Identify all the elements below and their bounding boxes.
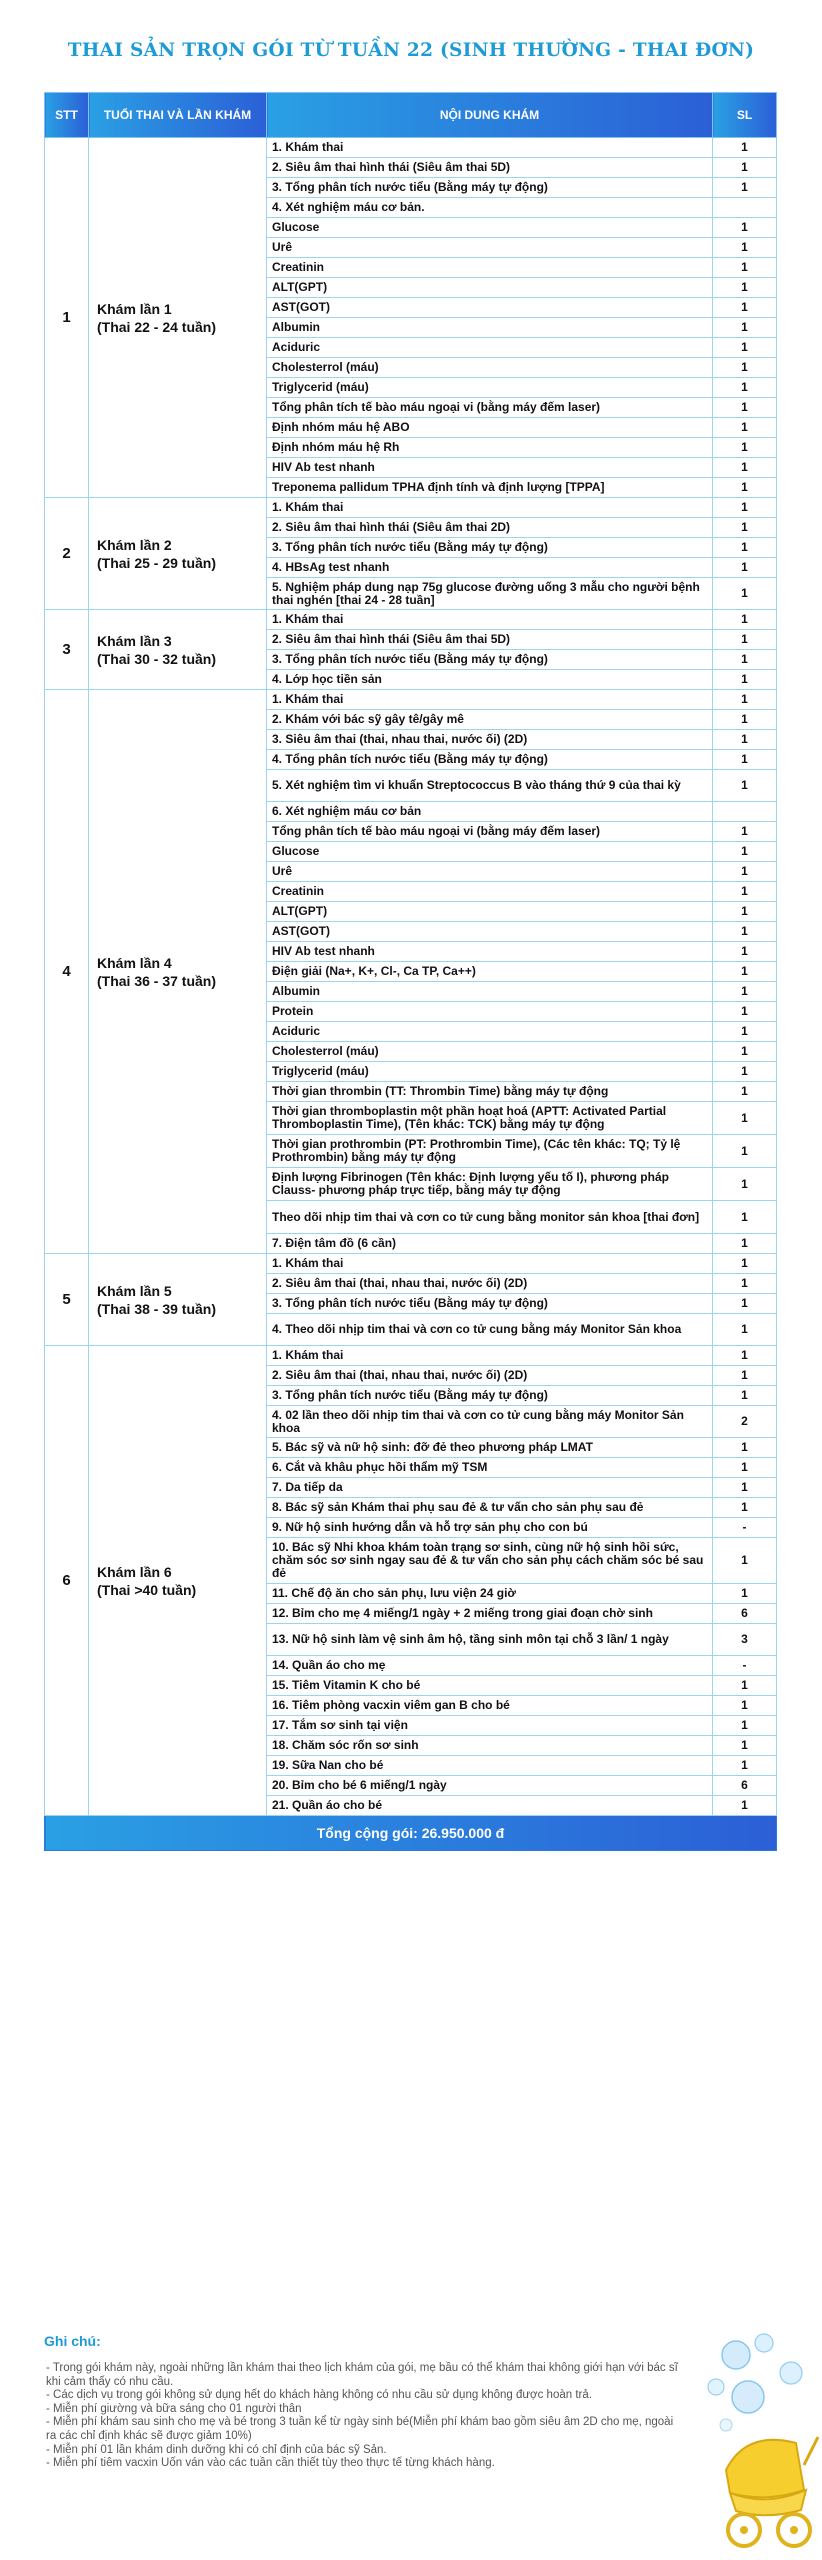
service-quantity: 1	[713, 498, 777, 518]
service-item: Creatinin	[267, 258, 713, 278]
service-item: 4. Tổng phân tích nước tiểu (Bằng máy tự động)	[267, 750, 713, 770]
service-quantity: 1	[713, 1234, 777, 1254]
service-item: 10. Bác sỹ Nhi khoa khám toàn trạng sơ sinh, cùng nữ hộ sinh hồi sức, chăm sóc sơ sinh ngay sau đẻ & tư vấn cho sản phụ cách chăm sóc bé sau đẻ	[267, 1538, 713, 1584]
service-quantity: 1	[713, 1796, 777, 1816]
service-quantity: 1	[713, 842, 777, 862]
service-quantity: 1	[713, 1366, 777, 1386]
service-quantity: 1	[713, 558, 777, 578]
service-item: 17. Tắm sơ sinh tại viện	[267, 1716, 713, 1736]
visit-number: 5	[45, 1254, 89, 1346]
service-item: 1. Khám thai	[267, 138, 713, 158]
service-item: 3. Tổng phân tích nước tiểu (Bằng máy tự động)	[267, 1386, 713, 1406]
table-row	[45, 610, 777, 630]
table-row	[45, 498, 777, 518]
service-quantity: 1	[713, 670, 777, 690]
service-quantity: 2	[713, 1406, 777, 1438]
service-item: 7. Da tiếp da	[267, 1478, 713, 1498]
service-item: 2. Siêu âm thai hình thái (Siêu âm thai 2D)	[267, 518, 713, 538]
visit-label: Khám lần 6	[97, 1563, 172, 1580]
notes-title: Ghi chú:	[44, 2333, 101, 2349]
service-quantity: 1	[713, 902, 777, 922]
service-quantity: 1	[713, 458, 777, 478]
service-item: Theo dõi nhịp tim thai và cơn co tử cung bằng monitor sản khoa [thai đơn]	[267, 1201, 713, 1234]
visit-number: 6	[45, 1346, 89, 1816]
service-quantity: 1	[713, 1756, 777, 1776]
service-quantity: 1	[713, 1314, 777, 1346]
header-stt: STT	[45, 93, 89, 138]
service-quantity: 1	[713, 1082, 777, 1102]
service-quantity: 1	[713, 1168, 777, 1201]
service-quantity: 1	[713, 258, 777, 278]
service-quantity: 1	[713, 882, 777, 902]
service-item: 3. Tổng phân tích nước tiểu (Bằng máy tự động)	[267, 650, 713, 670]
service-item: 16. Tiêm phòng vacxin viêm gan B cho bé	[267, 1696, 713, 1716]
service-item: 4. Xét nghiệm máu cơ bản.	[267, 198, 713, 218]
service-item: HIV Ab test nhanh	[267, 458, 713, 478]
visit-label: Khám lần 4	[97, 954, 172, 971]
visit-label: Khám lần 2	[97, 536, 172, 553]
service-item: 4. HBsAg test nhanh	[267, 558, 713, 578]
service-quantity: -	[713, 1518, 777, 1538]
service-item: 1. Khám thai	[267, 1254, 713, 1274]
service-item: 12. Bỉm cho mẹ 4 miếng/1 ngày + 2 miếng trong giai đoạn chờ sinh	[267, 1604, 713, 1624]
visit-label: Khám lần 5	[97, 1282, 172, 1299]
visit-number: 3	[45, 610, 89, 690]
service-item: AST(GOT)	[267, 922, 713, 942]
notes-list	[46, 2362, 686, 2471]
service-item: Tổng phân tích tế bào máu ngoại vi (bằng máy đếm laser)	[267, 822, 713, 842]
service-item: Urê	[267, 862, 713, 882]
service-quantity: 1	[713, 238, 777, 258]
service-quantity: 1	[713, 922, 777, 942]
service-quantity: 1	[713, 1201, 777, 1234]
note-item: - Miễn phí 01 lần khám dinh dưỡng khi có chỉ định của bác sỹ Sản.	[46, 2443, 387, 2456]
service-quantity: 1	[713, 862, 777, 882]
service-quantity: 1	[713, 1736, 777, 1756]
service-quantity: 1	[713, 750, 777, 770]
service-item: 19. Sữa Nan cho bé	[267, 1756, 713, 1776]
service-quantity: 6	[713, 1604, 777, 1624]
visit-label: Khám lần 1	[97, 300, 172, 317]
service-item: 3. Tổng phân tích nước tiểu (Bằng máy tự động)	[267, 538, 713, 558]
service-quantity: 1	[713, 1498, 777, 1518]
table-body	[45, 138, 777, 1816]
note-item: - Miễn phí giường và bữa sáng cho 01 người thân	[46, 2402, 302, 2415]
service-item: 5. Nghiệm pháp dung nạp 75g glucose đường uống 3 mẫu cho người bệnh thai nghén [thai 24 - 28 tuần]	[267, 578, 713, 610]
table-row	[45, 1254, 777, 1274]
service-item: 1. Khám thai	[267, 498, 713, 518]
service-quantity: -	[713, 1656, 777, 1676]
service-quantity: 1	[713, 478, 777, 498]
table-row	[45, 690, 777, 710]
package-table	[44, 92, 777, 1851]
service-quantity: 1	[713, 298, 777, 318]
visit-age	[89, 1254, 267, 1346]
service-quantity: 1	[713, 318, 777, 338]
service-quantity: 1	[713, 1438, 777, 1458]
service-item: Treponema pallidum TPHA định tính và định lượng [TPPA]	[267, 478, 713, 498]
service-quantity: 1	[713, 1538, 777, 1584]
service-quantity: 1	[713, 578, 777, 610]
visit-number: 2	[45, 498, 89, 610]
service-quantity	[713, 802, 777, 822]
service-quantity: 1	[713, 158, 777, 178]
visit-weeks: (Thai 30 - 32 tuần)	[97, 650, 217, 667]
service-item: 1. Khám thai	[267, 610, 713, 630]
visit-number: 1	[45, 138, 89, 498]
visit-weeks: (Thai 22 - 24 tuần)	[97, 318, 217, 335]
service-quantity: 1	[713, 962, 777, 982]
service-quantity: 1	[713, 1584, 777, 1604]
service-quantity: 1	[713, 1294, 777, 1314]
service-item: Triglycerid (máu)	[267, 1062, 713, 1082]
service-item: Creatinin	[267, 882, 713, 902]
service-item: Thời gian thrombin (TT: Thrombin Time) bằng máy tự động	[267, 1082, 713, 1102]
service-quantity: 1	[713, 630, 777, 650]
service-item: ALT(GPT)	[267, 902, 713, 922]
service-quantity: 1	[713, 538, 777, 558]
service-item: 2. Khám với bác sỹ gây tê/gây mê	[267, 710, 713, 730]
service-quantity: 1	[713, 1716, 777, 1736]
service-item: Aciduric	[267, 1022, 713, 1042]
service-item: Albumin	[267, 318, 713, 338]
visit-weeks: (Thai 25 - 29 tuần)	[97, 554, 217, 571]
service-item: 2. Siêu âm thai (thai, nhau thai, nước ối) (2D)	[267, 1366, 713, 1386]
service-quantity: 1	[713, 1102, 777, 1135]
service-item: 9. Nữ hộ sinh hướng dẫn và hỗ trợ sản phụ cho con bú	[267, 1518, 713, 1538]
service-item: ALT(GPT)	[267, 278, 713, 298]
service-quantity: 1	[713, 1346, 777, 1366]
service-quantity: 1	[713, 418, 777, 438]
service-quantity: 1	[713, 1386, 777, 1406]
service-quantity: 1	[713, 1002, 777, 1022]
visit-weeks: (Thai >40 tuần)	[97, 1581, 197, 1598]
service-item: HIV Ab test nhanh	[267, 942, 713, 962]
visit-age	[89, 690, 267, 1254]
service-item: 15. Tiêm Vitamin K cho bé	[267, 1676, 713, 1696]
service-quantity: 1	[713, 942, 777, 962]
service-item: Tổng phân tích tế bào máu ngoại vi (bằng máy đếm laser)	[267, 398, 713, 418]
service-item: Thời gian thromboplastin một phần hoạt hoá (APTT: Activated Partial Thromboplastin Time), (Tên khác: TCK) bằng máy tự động	[267, 1102, 713, 1135]
service-item: 11. Chế độ ăn cho sản phụ, lưu viện 24 giờ	[267, 1584, 713, 1604]
service-item: 2. Siêu âm thai (thai, nhau thai, nước ối) (2D)	[267, 1274, 713, 1294]
service-quantity: 1	[713, 358, 777, 378]
note-item: - Miễn phí tiêm vacxin Uốn ván vào các tuần cần thiết tùy theo thực tế từng khách hàng.	[46, 2457, 495, 2470]
service-quantity: 1	[713, 1254, 777, 1274]
service-quantity: 6	[713, 1776, 777, 1796]
service-item: 4. Theo dõi nhịp tim thai và cơn co tử cung bằng máy Monitor Sản khoa	[267, 1314, 713, 1346]
service-quantity: 1	[713, 822, 777, 842]
service-item: 6. Cắt và khâu phục hồi thẩm mỹ TSM	[267, 1458, 713, 1478]
service-item: 20. Bỉm cho bé 6 miếng/1 ngày	[267, 1776, 713, 1796]
visit-label: Khám lần 3	[97, 632, 172, 649]
service-item: 2. Siêu âm thai hình thái (Siêu âm thai 5D)	[267, 158, 713, 178]
service-quantity: 1	[713, 1022, 777, 1042]
visit-weeks: (Thai 38 - 39 tuần)	[97, 1300, 217, 1317]
service-quantity: 1	[713, 1135, 777, 1168]
header-age: TUỔI THAI VÀ LẦN KHÁM	[89, 93, 267, 138]
service-item: 3. Tổng phân tích nước tiểu (Bằng máy tự động)	[267, 178, 713, 198]
service-item: 1. Khám thai	[267, 690, 713, 710]
service-item: Định lượng Fibrinogen (Tên khác: Định lượng yếu tố I), phương pháp Clauss- phương pháp trực tiếp, bằng máy tự động	[267, 1168, 713, 1201]
visit-age	[89, 138, 267, 498]
service-item: Điện giải (Na+, K+, Cl-, Ca TP, Ca++)	[267, 962, 713, 982]
visit-age	[89, 498, 267, 610]
note-item: - Các dịch vụ trong gói không sử dụng hết do khách hàng không có nhu cầu sử dụng không được hoàn trả.	[46, 2389, 592, 2402]
service-quantity: 1	[713, 770, 777, 802]
note-item: - Trong gói khám này, ngoài những lần khám thai theo lịch khám của gói, mẹ bầu có thể khám thai không giới hạn với bác sĩ khi cảm thấy có nhu cầu.	[46, 2362, 678, 2388]
service-quantity: 1	[713, 1696, 777, 1716]
table-row	[45, 1346, 777, 1366]
service-quantity: 1	[713, 518, 777, 538]
service-quantity: 1	[713, 650, 777, 670]
table-header-row	[45, 93, 777, 138]
header-content: NỘI DUNG KHÁM	[267, 93, 713, 138]
service-quantity: 1	[713, 438, 777, 458]
visit-number: 4	[45, 690, 89, 1254]
service-quantity: 1	[713, 1458, 777, 1478]
service-quantity: 1	[713, 338, 777, 358]
visit-age	[89, 1346, 267, 1816]
service-quantity: 1	[713, 710, 777, 730]
service-item: 7. Điện tâm đồ (6 cần)	[267, 1234, 713, 1254]
header-sl: SL	[713, 93, 777, 138]
service-item: 8. Bác sỹ sản Khám thai phụ sau đẻ & tư vấn cho sản phụ sau đẻ	[267, 1498, 713, 1518]
service-item: 2. Siêu âm thai hình thái (Siêu âm thai 5D)	[267, 630, 713, 650]
service-item: 21. Quần áo cho bé	[267, 1796, 713, 1816]
service-item: 4. 02 lần theo dõi nhịp tim thai và cơn co tử cung bằng máy Monitor Sản khoa	[267, 1406, 713, 1438]
service-quantity: 1	[713, 730, 777, 750]
service-item: Albumin	[267, 982, 713, 1002]
service-item: 4. Lớp học tiền sản	[267, 670, 713, 690]
note-item: - Miễn phí khám sau sinh cho mẹ và bé trong 3 tuần kể từ ngày sinh bé(Miễn phí khám bao gồm siêu âm 2D cho mẹ, ngoài ra các chỉ định khác sẽ được giảm 10%)	[46, 2416, 674, 2442]
service-quantity: 1	[713, 982, 777, 1002]
service-quantity: 1	[713, 690, 777, 710]
service-item: Cholesterrol (máu)	[267, 1042, 713, 1062]
visit-weeks: (Thai 36 - 37 tuần)	[97, 972, 217, 989]
baby-stroller-illustration	[686, 2325, 822, 2560]
service-item: Aciduric	[267, 338, 713, 358]
service-item: 14. Quần áo cho mẹ	[267, 1656, 713, 1676]
service-quantity: 1	[713, 1478, 777, 1498]
total-price: Tổng cộng gói: 26.950.000 đ	[45, 1816, 777, 1851]
service-item: 13. Nữ hộ sinh làm vệ sinh âm hộ, tầng sinh môn tại chỗ 3 lần/ 1 ngày	[267, 1624, 713, 1656]
service-quantity: 1	[713, 378, 777, 398]
service-item: 3. Tổng phân tích nước tiểu (Bằng máy tự động)	[267, 1294, 713, 1314]
service-item: 5. Bác sỹ và nữ hộ sinh: đỡ đẻ theo phương pháp LMAT	[267, 1438, 713, 1458]
service-quantity: 1	[713, 1274, 777, 1294]
service-item: Thời gian prothrombin (PT: Prothrombin Time), (Các tên khác: TQ; Tỷ lệ Prothrombin) bằng máy tự động	[267, 1135, 713, 1168]
total-row	[45, 1816, 777, 1851]
service-item: Cholesterrol (máu)	[267, 358, 713, 378]
service-item: Triglycerid (máu)	[267, 378, 713, 398]
service-quantity: 1	[713, 138, 777, 158]
table-row	[45, 138, 777, 158]
service-item: Định nhóm máu hệ ABO	[267, 418, 713, 438]
service-item: Glucose	[267, 218, 713, 238]
service-quantity: 1	[713, 218, 777, 238]
service-quantity: 1	[713, 398, 777, 418]
service-quantity: 1	[713, 278, 777, 298]
service-item: 18. Chăm sóc rốn sơ sinh	[267, 1736, 713, 1756]
service-quantity	[713, 198, 777, 218]
page-title: THAI SẢN TRỌN GÓI TỪ TUẦN 22 (SINH THƯỜNG - THAI ĐƠN)	[67, 40, 755, 61]
service-item: 1. Khám thai	[267, 1346, 713, 1366]
service-item: 5. Xét nghiệm tìm vi khuẩn Streptococcus B vào tháng thứ 9 của thai kỳ	[267, 770, 713, 802]
service-quantity: 1	[713, 1062, 777, 1082]
service-item: Glucose	[267, 842, 713, 862]
service-item: Urê	[267, 238, 713, 258]
service-quantity: 1	[713, 178, 777, 198]
visit-age	[89, 610, 267, 690]
service-item: Định nhóm máu hệ Rh	[267, 438, 713, 458]
service-item: Protein	[267, 1002, 713, 1022]
service-quantity: 1	[713, 1676, 777, 1696]
service-item: 3. Siêu âm thai (thai, nhau thai, nước ối) (2D)	[267, 730, 713, 750]
service-quantity: 1	[713, 610, 777, 630]
service-item: 6. Xét nghiệm máu cơ bản	[267, 802, 713, 822]
service-item: AST(GOT)	[267, 298, 713, 318]
service-quantity: 1	[713, 1042, 777, 1062]
service-quantity: 3	[713, 1624, 777, 1656]
